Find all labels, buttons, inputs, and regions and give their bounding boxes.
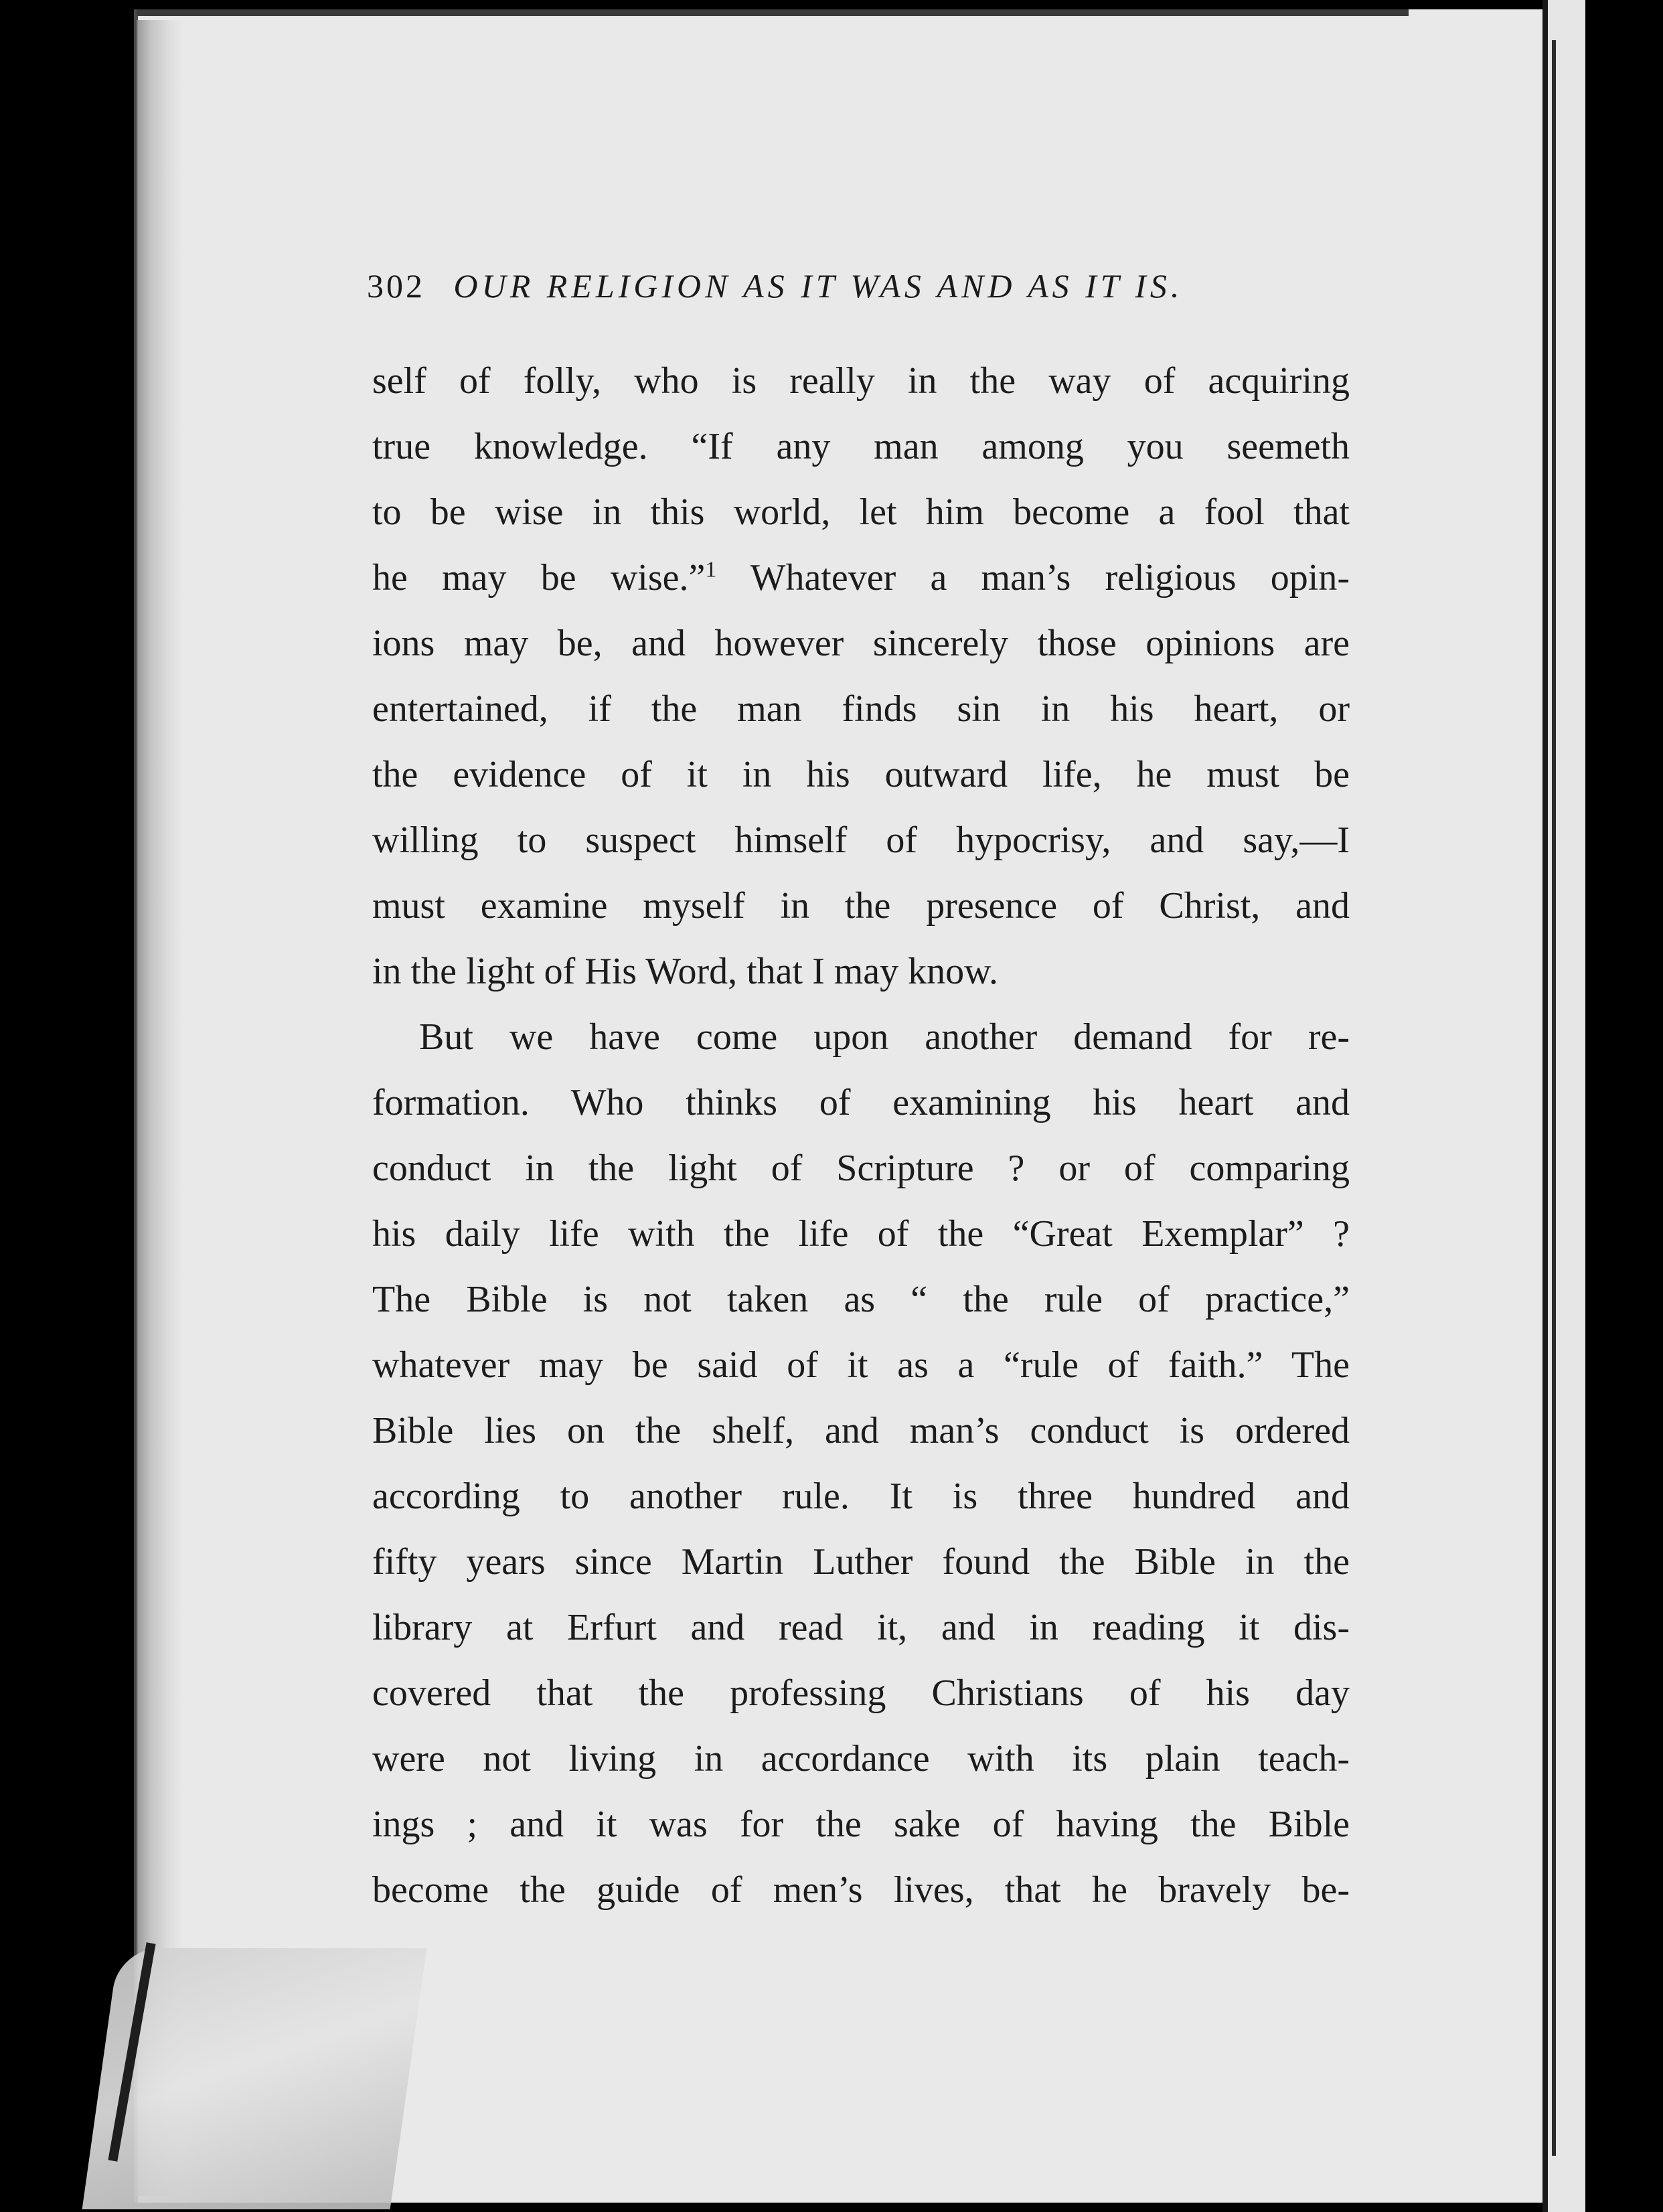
- text-line-with-footnote: [372, 545, 1350, 611]
- paragraph-1: [372, 348, 1350, 1004]
- text-line: his daily life with the life of the “Great Exemplar” ?: [372, 1213, 1350, 1255]
- facing-page-border: [1552, 40, 1556, 2156]
- paragraph-2: [372, 1004, 1350, 1923]
- page-corner-curl: [82, 1948, 427, 2209]
- text-line: become the guide of men’s lives, that he bravely be-: [372, 1869, 1350, 1911]
- text-line: according to another rule. It is three hundred and: [372, 1476, 1350, 1517]
- text-line: must examine myself in the presence of Christ, and: [372, 885, 1350, 927]
- text-line: whatever may be said of it as a “rule of faith.” The: [372, 1344, 1350, 1386]
- running-title: OUR RELIGION AS IT WAS AND AS IT IS.: [453, 267, 1184, 305]
- text-line: ings ; and it was for the sake of having the Bible: [372, 1804, 1350, 1845]
- text-line: Bible lies on the shelf, and man’s conduct is ordered: [372, 1410, 1350, 1451]
- footnote-reference: 1: [705, 557, 717, 582]
- text-line: the evidence of it in his outward life, he must be: [372, 754, 1350, 795]
- text-fragment: he may be wise.”: [372, 557, 706, 599]
- text-line: formation. Who thinks of examining his heart and: [372, 1082, 1350, 1123]
- text-line: to be wise in this world, let him become a fool that: [372, 491, 1350, 533]
- text-fragment: Whatever a man’s religious opin-: [716, 557, 1350, 599]
- facing-page-edge: [1542, 0, 1585, 2212]
- text-line: true knowledge. “If any man among you seemeth: [372, 426, 1350, 467]
- text-line: But we have come upon another demand for re-: [419, 1016, 1350, 1058]
- text-line: entertained, if the man finds sin in his heart, or: [372, 688, 1350, 730]
- text-line: library at Erfurt and read it, and in reading it dis-: [372, 1607, 1350, 1648]
- text-line: ions may be, and however sincerely those opinions are: [372, 623, 1350, 664]
- running-head: [367, 266, 1304, 313]
- text-line: willing to suspect himself of hypocrisy, and say,—I: [372, 819, 1350, 861]
- text-line: conduct in the light of Scripture ? or of comparing: [372, 1148, 1350, 1189]
- top-edge: [137, 9, 1409, 16]
- text-line: were not living in accordance with its plain teach-: [372, 1738, 1350, 1780]
- text-line: covered that the professing Christians of his day: [372, 1672, 1350, 1714]
- page-gutter-shadow: [137, 20, 183, 2196]
- text-line: in the light of His Word, that I may know.: [372, 951, 998, 992]
- text-line: fifty years since Martin Luther found the Bible in the: [372, 1541, 1350, 1583]
- text-line: The Bible is not taken as “ the rule of practice,”: [372, 1279, 1350, 1320]
- text-line: self of folly, who is really in the way of acquiring: [372, 360, 1350, 402]
- page-number: 302: [367, 267, 425, 305]
- body-text: [372, 348, 1350, 1923]
